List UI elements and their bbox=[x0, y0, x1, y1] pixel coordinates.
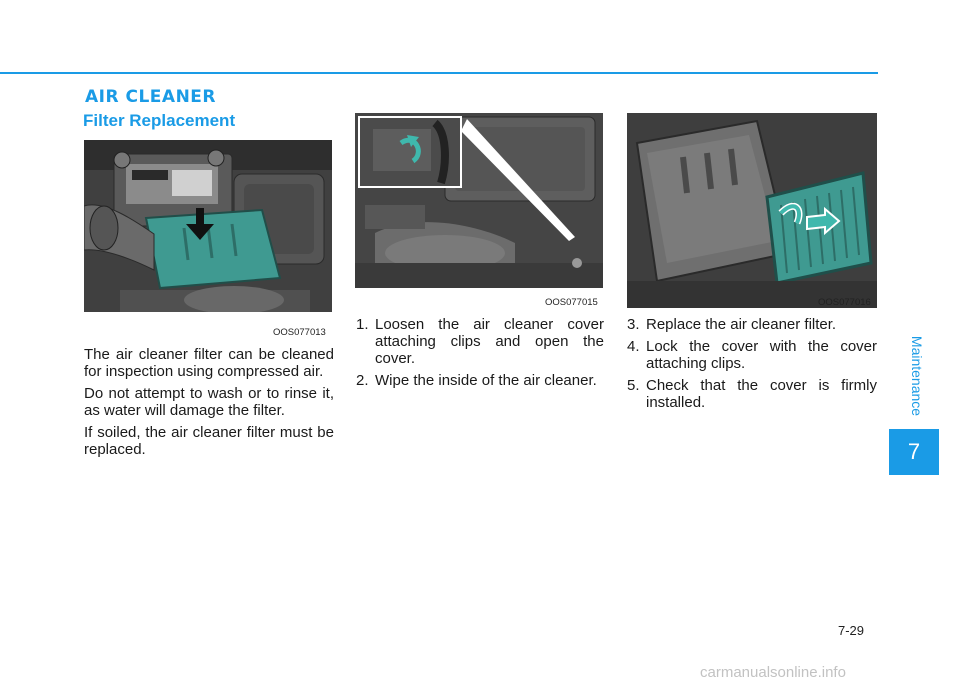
body-paragraph: The air cleaner filter can be cleaned for inspection using compressed air. bbox=[84, 346, 334, 380]
column-1-text bbox=[84, 346, 334, 463]
header-rule bbox=[0, 72, 878, 74]
column-2-steps bbox=[356, 316, 604, 394]
step-item bbox=[627, 338, 877, 372]
step-number: 1. bbox=[356, 316, 369, 333]
step-text: Lock the cover with the cover attaching clips. bbox=[646, 338, 877, 372]
chapter-label: Maintenance bbox=[909, 335, 926, 417]
figure-caption: OOS077016 bbox=[818, 297, 871, 308]
page-number: 7-29 bbox=[838, 623, 865, 638]
replace-filter-illustration bbox=[627, 113, 877, 308]
figure-replace-filter bbox=[627, 113, 877, 308]
chapter-side-tab bbox=[896, 322, 938, 430]
step-number: 3. bbox=[627, 316, 640, 333]
step-item bbox=[627, 377, 877, 411]
step-item bbox=[627, 316, 877, 333]
figure-engine-bay bbox=[84, 140, 332, 312]
section-title: AIR CLEANER bbox=[85, 87, 216, 107]
engine-bay-illustration bbox=[84, 140, 332, 312]
figure-caption: OOS077015 bbox=[545, 297, 598, 308]
step-item bbox=[356, 372, 604, 389]
body-paragraph: Do not attempt to wash or to rinse it, as water will damage the filter. bbox=[84, 385, 334, 419]
chapter-number-badge: 7 bbox=[889, 429, 939, 475]
step-text: Wipe the inside of the air cleaner. bbox=[375, 372, 597, 389]
loosen-clips-illustration bbox=[355, 113, 603, 288]
step-number: 2. bbox=[356, 372, 369, 389]
step-text: Check that the cover is firmly installed. bbox=[646, 377, 877, 411]
body-paragraph: If soiled, the air cleaner filter must be replaced. bbox=[84, 424, 334, 458]
step-item bbox=[356, 316, 604, 367]
figure-caption: OOS077013 bbox=[273, 327, 326, 338]
watermark: carmanualsonline.info bbox=[700, 664, 846, 681]
step-number: 4. bbox=[627, 338, 640, 355]
column-3-steps bbox=[627, 316, 877, 416]
step-text: Replace the air cleaner filter. bbox=[646, 316, 837, 333]
step-number: 5. bbox=[627, 377, 640, 394]
figure-loosen-clips bbox=[355, 113, 603, 288]
sub-title: Filter Replacement bbox=[83, 111, 236, 130]
step-text: Loosen the air cleaner cover attaching clips and open the cover. bbox=[375, 316, 604, 367]
